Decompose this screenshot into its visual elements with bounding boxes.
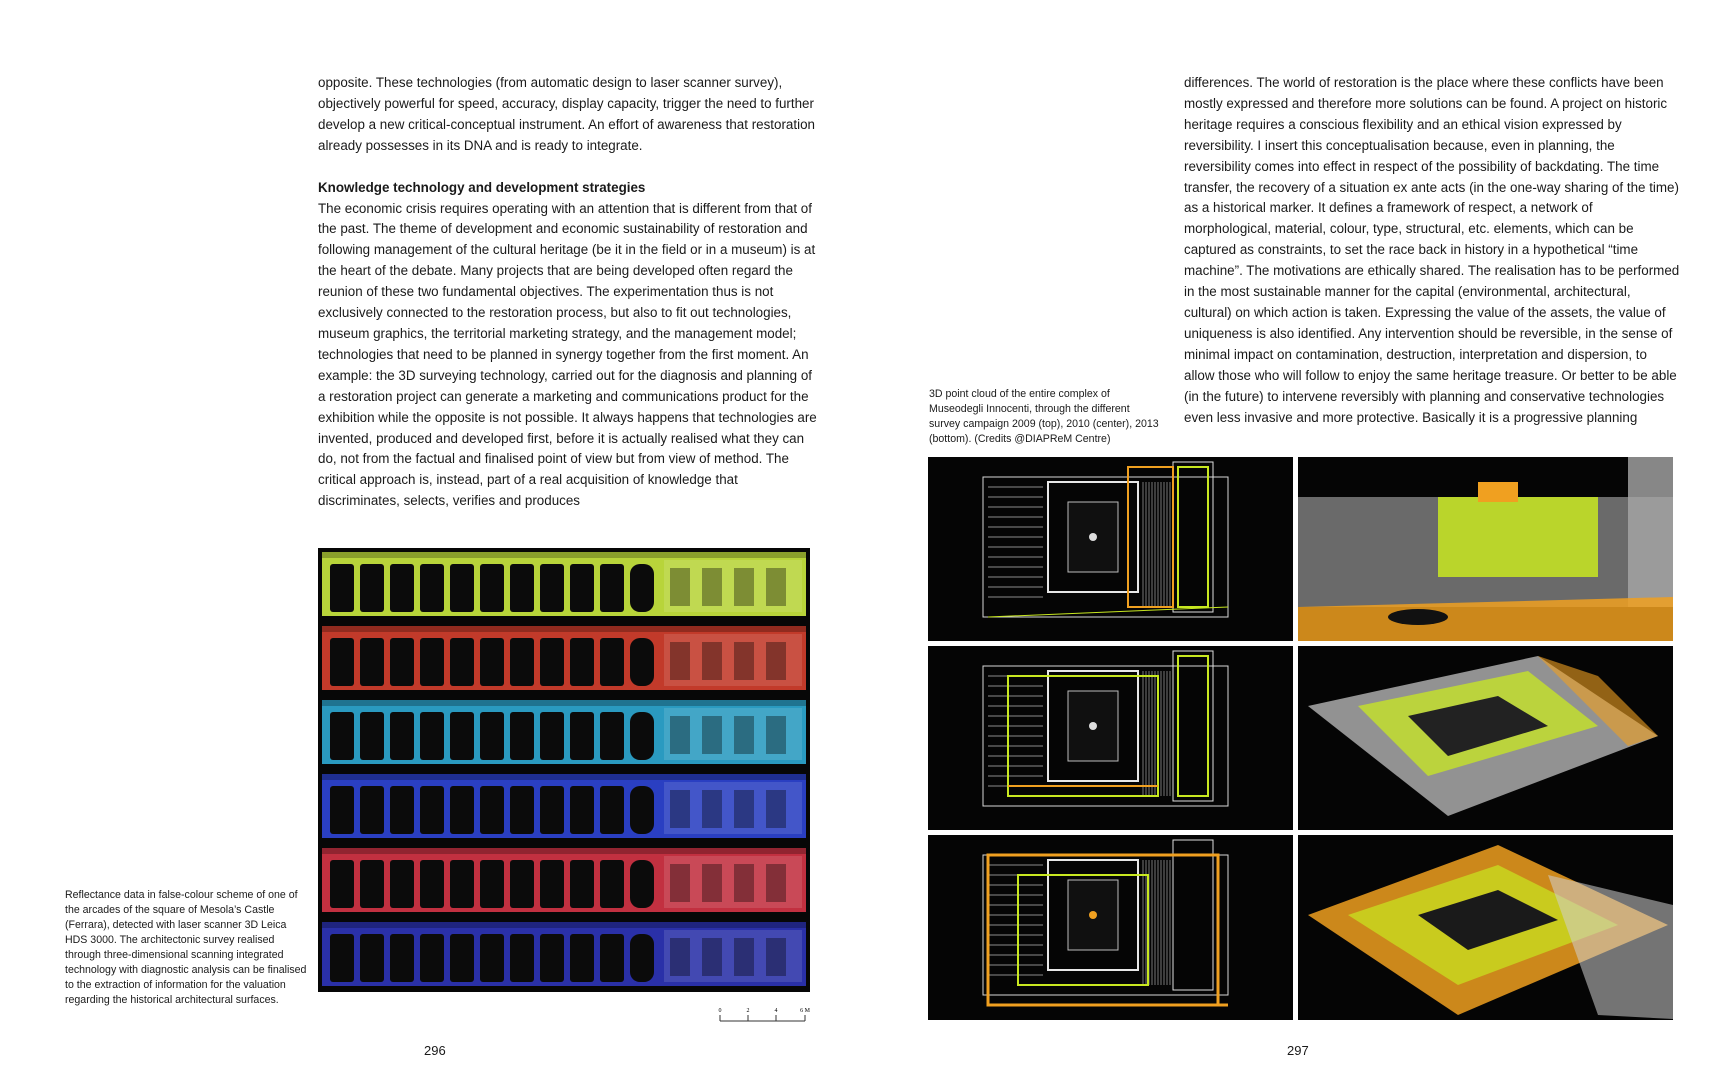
scale-label-6m: 6 M bbox=[800, 1008, 810, 1014]
left-page-text bbox=[318, 73, 818, 512]
arcade-strip bbox=[322, 774, 806, 838]
perspective-2009-image bbox=[1298, 457, 1673, 641]
scale-label-4: 4 bbox=[774, 1008, 778, 1014]
scale-label-0: 0 bbox=[718, 1008, 722, 1014]
arcade-false-colour-image bbox=[318, 548, 810, 992]
page-number-left: 296 bbox=[424, 1043, 446, 1058]
plan-2013-image bbox=[928, 835, 1293, 1020]
arcade-strip bbox=[322, 552, 806, 616]
section-heading: Knowledge technology and development strategies bbox=[318, 179, 646, 195]
arcade-strip bbox=[322, 700, 806, 764]
right-page-text bbox=[1184, 73, 1681, 428]
arcade-strip bbox=[322, 922, 806, 986]
point-cloud-figure-grid bbox=[928, 457, 1673, 1020]
page-number-right: 297 bbox=[1287, 1043, 1309, 1058]
plan-2009-image bbox=[928, 457, 1293, 641]
perspective-2013-image bbox=[1298, 835, 1673, 1020]
left-figure-caption: Reflectance data in false-colour scheme of one of the arcades of the square of Mesola’s Castle (Ferrara), detected with laser scanner 3D Leica HDS 3000. The architectonic survey realised through three-dimensional scanning integrated technology with diagnostic analysis can be finalised to the extraction of information for the valuation regarding the historical architectural surfaces. bbox=[65, 889, 307, 1006]
right-figure-caption: 3D point cloud of the entire complex of Museodegli Innocenti, through the different survey campaign 2009 (top), 2010 (center), 2013 (bottom). (Credits @DIAPReM Centre) bbox=[929, 388, 1159, 445]
arcade-strip bbox=[322, 626, 806, 690]
perspective-2010-image bbox=[1298, 646, 1673, 830]
right-paragraph-1: differences. The world of restoration is the place where these conflicts have been mostly expressed and therefore more solutions can be found. A project on historic heritage requires a conscious flexibility and an ethical vision expressed by reversibility. I insert this conceptualisation because, even in planning, the reversibility comes into effect in respect of the possibility of backdating. The time transfer, the recovery of a situation ex ante acts (in the one-way sharing of the time) as a historical marker. It defines a framework of respect, a network of morphological, material, colour, type, structural, etc. elements, which can be captured as constraints, to set the race back in history in a hypothetical “time machine”. The motivations are ethically shared. The realisation has to be performed in the most sustainable manner for the capital (environmental, architectural, cultural) on which action is taken. Expressing the value of the assets, the value of uniqueness is also identified. Any intervention should be reversible, in the sense of minimal impact on contamination, destruction, interpretation and dispersion, to allow those who will follow to enjoy the same heritage treasure. Or better to be able (in the future) to intervene reversibly with planning and conservative technologies even less invasive and more protective. Basically it is a progressive planning bbox=[1184, 75, 1680, 425]
scale-bar bbox=[717, 1003, 810, 1025]
plan-2010-image bbox=[928, 646, 1293, 830]
arcade-strip bbox=[322, 848, 806, 912]
left-paragraph-2: The economic crisis requires operating with an attention that is different from that of the past. The theme of development and economic sustainability of restoration and following management of the cultural heritage (be it in the field or in a museum) is at the heart of the debate. Many projects that are being developed often regard the reunion of these two fundamental objectives. The experimentation thus is not exclusively connected to the restoration process, but also to fit out technologies, museum graphics, the territorial marketing strategy, and the management model; technologies that need to be planned in synergy together from the first moment. An example: the 3D surveying technology, carried out for the diagnosis and planning of a restoration project can generate a marketing and communications product for the exhibition while the opposite is not possible. It always happens that technologies are invented, produced and developed first, before it is actually realised what they can do, not from the factual and finalised point of view but from view of method. The critical approach is, instead, part of a real acquisition of knowledge that discriminates, selects, verifies and produces bbox=[318, 200, 817, 509]
scale-label-2: 2 bbox=[746, 1008, 750, 1014]
left-paragraph-1: opposite. These technologies (from automatic design to laser scanner survey), objectively powerful for speed, accuracy, display capacity, trigger the need to further develop a new critical-conceptual instrument. An effort of awareness that restoration already possesses in its DNA and is ready to integrate. bbox=[318, 75, 815, 153]
arcade-reflectance-figure bbox=[318, 548, 810, 992]
